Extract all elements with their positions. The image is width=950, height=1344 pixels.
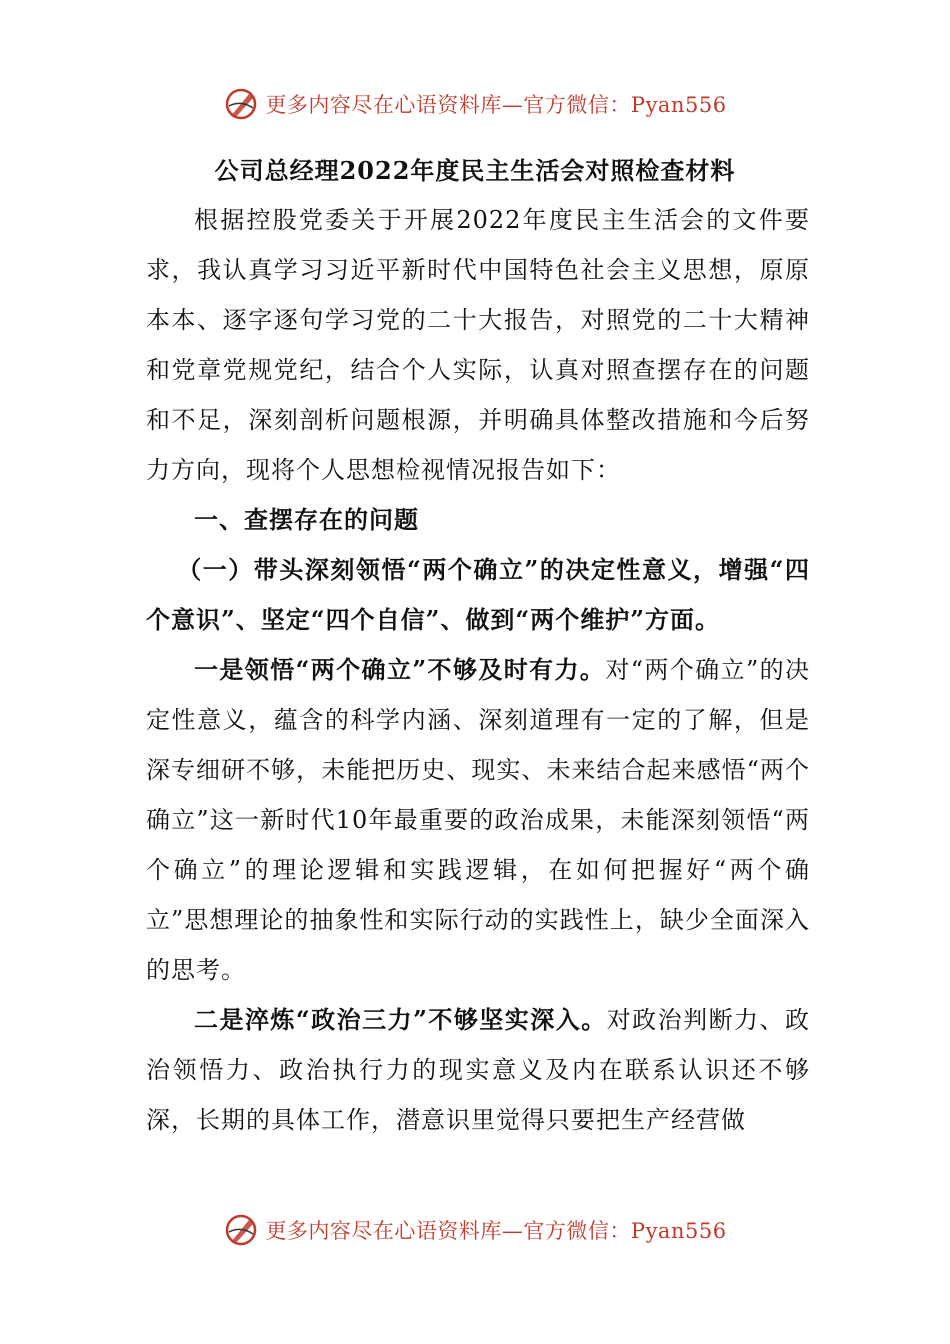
watermark-text: 更多内容尽在心语资料库—官方微信：Pyan556 (265, 93, 727, 117)
point-2-body: 对政治判断力、政治领悟力、政治执行力的现实意义及内在联系认识还不够深，长期的具体工作，潜意识里觉得只要把生产经营做 (146, 1006, 811, 1134)
pen-logo-icon (223, 86, 259, 122)
point-paragraph-1 (146, 645, 810, 995)
pen-logo-icon (223, 1212, 259, 1248)
point-1-body: 对“两个确立”的决定性意义，蕴含的科学内涵、深刻道理有一定的了解，但是深专细研不够，未能把历史、现实、未来结合起来感悟“两个确立”这一新时代10年最重要的政治成果，未能深刻领悟“两个确立”的理论逻辑和实践逻辑，在如何把握好“两个确立”思想理论的抽象性和实际行动的实践性上，缺少全面深入的思考。 (146, 656, 811, 984)
point-paragraph-2 (146, 995, 810, 1145)
point-2-lead: 二是淬炼“政治三力”不够坚实深入。 (194, 1005, 607, 1034)
watermark-text: 更多内容尽在心语资料库—官方微信：Pyan556 (265, 1219, 727, 1243)
watermark-banner-top (0, 82, 950, 126)
document-body (146, 195, 810, 1145)
subsection-heading: （一）带头深刻领悟“两个确立”的决定性意义，增强“四个意识”、坚定“四个自信”、做到“两个维护”方面。 (146, 555, 810, 634)
point-1-lead: 一是领悟“两个确立”不够及时有力。 (194, 655, 606, 684)
section-heading: 一、查摆存在的问题 (194, 505, 419, 534)
document-title: 公司总经理2022年度民主生活会对照检查材料 (214, 156, 736, 185)
intro-paragraph: 根据控股党委关于开展2022年度民主生活会的文件要求，我认真学习习近平新时代中国特色社会主义思想，原原本本、逐字逐句学习党的二十大报告，对照党的二十大精神和党章党规党纪，结合个人实际，认真对照查摆存在的问题和不足，深刻剖析问题根源，并明确具体整改措施和今后努力方向，现将个人思想检视情况报告如下： (146, 206, 810, 484)
watermark-banner-bottom (0, 1208, 950, 1252)
